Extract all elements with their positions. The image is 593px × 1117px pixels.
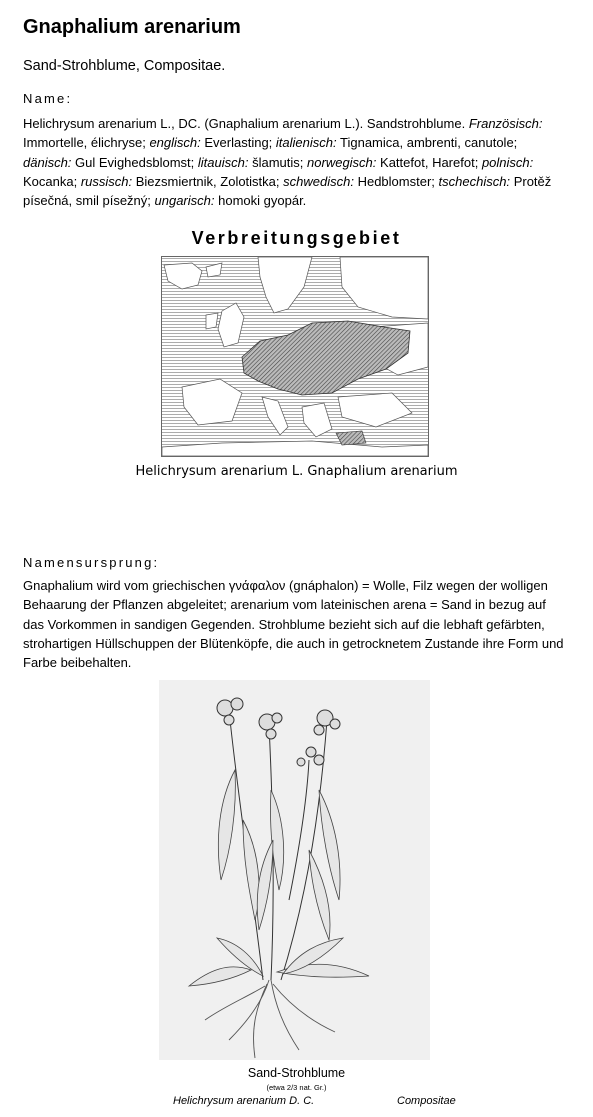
illustration-latin-name: Helichrysum arenarium D. C.: [173, 1095, 315, 1107]
language-names: Kattefot, Harefot;: [380, 154, 479, 170]
language-names: Hedblomster;: [357, 173, 435, 189]
language-label: russisch:: [80, 173, 133, 189]
language-label: schwedisch:: [283, 173, 354, 189]
language-label: norwegisch:: [307, 154, 377, 170]
name-intro: Helichrysum arenarium L., DC. (Gnaphalium arenarium L.). Sandstrohblume.: [23, 116, 466, 131]
language-label: tschechisch:: [438, 173, 511, 189]
illustration-caption: Sand-Strohblume: [247, 1066, 346, 1080]
language-names: Biezsmiertnik, Zolotistka;: [135, 173, 280, 189]
language-names: Tignamica, ambrenti, canutole;: [340, 135, 518, 151]
language-entry: [276, 135, 517, 150]
sand-strohblume-drawing: [159, 680, 430, 1060]
name-section-label: Name:: [23, 91, 73, 106]
language-names: Protěž písečná, smil písežný;: [23, 173, 552, 209]
language-names: šlamutis;: [252, 154, 304, 170]
language-entry: [155, 193, 307, 208]
language-names: Gul Evighedsblomst;: [75, 154, 195, 170]
language-entry: [283, 174, 435, 189]
language-label: Französisch:: [468, 116, 543, 131]
distribution-heading: Verbreitungsgebiet: [191, 228, 402, 248]
language-label: italienisch:: [275, 135, 337, 151]
language-label: englisch:: [149, 135, 201, 151]
distribution-map: [161, 256, 429, 457]
language-names: Everlasting;: [204, 135, 273, 151]
language-entry: [23, 155, 194, 170]
language-names: homoki gyopár.: [218, 193, 307, 209]
language-entry: [149, 135, 272, 150]
language-label: ungarisch:: [154, 193, 215, 209]
illustration-scale: (etwa 2/3 nat. Gr.): [266, 1083, 327, 1092]
language-entry: [307, 155, 478, 170]
page-subtitle: Sand-Strohblume, Compositae.: [23, 58, 226, 74]
language-entry: [198, 155, 304, 170]
origin-section-label: Namensursprung:: [23, 555, 160, 570]
language-names: Kocanka;: [23, 173, 78, 189]
europe-map-image: [162, 257, 428, 456]
origin-section-text: Gnaphalium wird vom griechischen γνάφαλον (gnáphalon) = Wolle, Filz wegen der wolligen Behaarung der Pflanzen abgeleitet; arenarium vom lateinischen arena = Sand in bezug auf das Vorkommen in sandigen Gegenden. Strohblume bezieht sich auf die lebhaft gefärbten, strohartigen Hüllschuppen der Blütenköpfe, die auch in getrocknetem Zustande ihre Form und Farbe beibehalten.: [23, 578, 564, 671]
language-label: dänisch:: [23, 154, 72, 170]
illustration-family: Compositae: [397, 1095, 456, 1107]
plant-illustration: [159, 680, 430, 1060]
page-title: Gnaphalium arenarium: [23, 16, 241, 38]
language-names: Immortelle, élichryse;: [23, 135, 146, 151]
distribution-map-caption: Helichrysum arenarium L. Gnaphalium arenarium: [135, 464, 458, 479]
language-entry: [81, 174, 280, 189]
language-label: polnisch:: [481, 154, 534, 170]
language-label: litauisch:: [197, 154, 249, 170]
name-section-text: [23, 114, 568, 210]
